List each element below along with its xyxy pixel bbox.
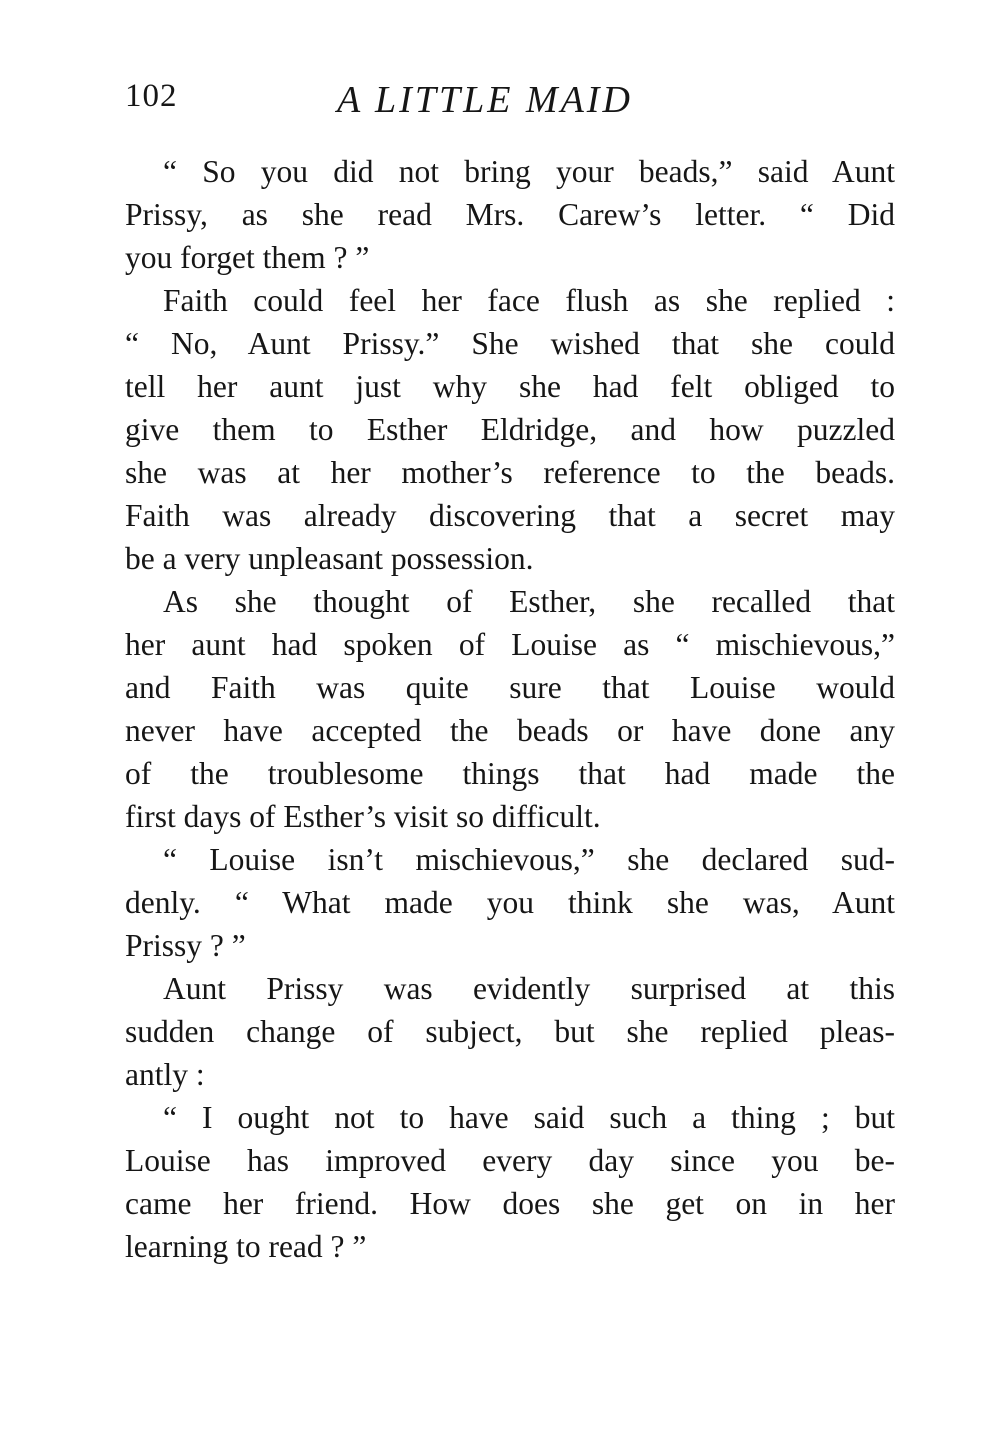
text-line: Faith could feel her face flush as she replied : (163, 283, 895, 318)
paragraph (125, 1096, 895, 1268)
paragraph (125, 279, 895, 580)
text-line: give them to Esther Eldridge, and how puzzled (125, 412, 895, 447)
paragraph (125, 967, 895, 1096)
paragraph (125, 580, 895, 838)
text-line: first days of Esther’s visit so difficult. (125, 799, 601, 834)
paragraph (125, 150, 895, 279)
book-title: A LITTLE MAID (337, 79, 633, 121)
text-line: antly : (125, 1057, 205, 1092)
text-line: and Faith was quite sure that Louise would (125, 670, 895, 705)
text-line: denly. “ What made you think she was, Aunt (125, 885, 895, 920)
running-head (125, 78, 895, 128)
text-line: you forget them ? ” (125, 240, 370, 275)
text-line: “ Louise isn’t mischievous,” she declared sud- (163, 842, 895, 877)
text-line: learning to read ? ” (125, 1229, 367, 1264)
text-line: tell her aunt just why she had felt obliged to (125, 369, 895, 404)
text-line: never have accepted the beads or have done any (125, 713, 895, 748)
text-line: her aunt had spoken of Louise as “ mischievous,” (125, 627, 895, 662)
text-line: she was at her mother’s reference to the beads. (125, 455, 895, 490)
text-line: sudden change of subject, but she replied pleas- (125, 1014, 895, 1049)
text-line: “ So you did not bring your beads,” said Aunt (163, 154, 895, 189)
body-text (125, 150, 895, 1268)
text-line: Prissy ? ” (125, 928, 246, 963)
text-line: “ No, Aunt Prissy.” She wished that she could (125, 326, 895, 361)
text-line: Prissy, as she read Mrs. Carew’s letter. “ Did (125, 197, 895, 232)
page-number: 102 (125, 78, 178, 114)
text-line: Faith was already discovering that a secret may (125, 498, 895, 533)
text-line: Louise has improved every day since you be- (125, 1143, 895, 1178)
text-line: be a very unpleasant possession. (125, 541, 534, 576)
text-line: Aunt Prissy was evidently surprised at this (163, 971, 895, 1006)
text-line: As she thought of Esther, she recalled that (163, 584, 895, 619)
text-line: of the troublesome things that had made the (125, 756, 895, 791)
text-line: “ I ought not to have said such a thing ; but (163, 1100, 895, 1135)
paragraph (125, 838, 895, 967)
text-line: came her friend. How does she get on in her (125, 1186, 895, 1221)
